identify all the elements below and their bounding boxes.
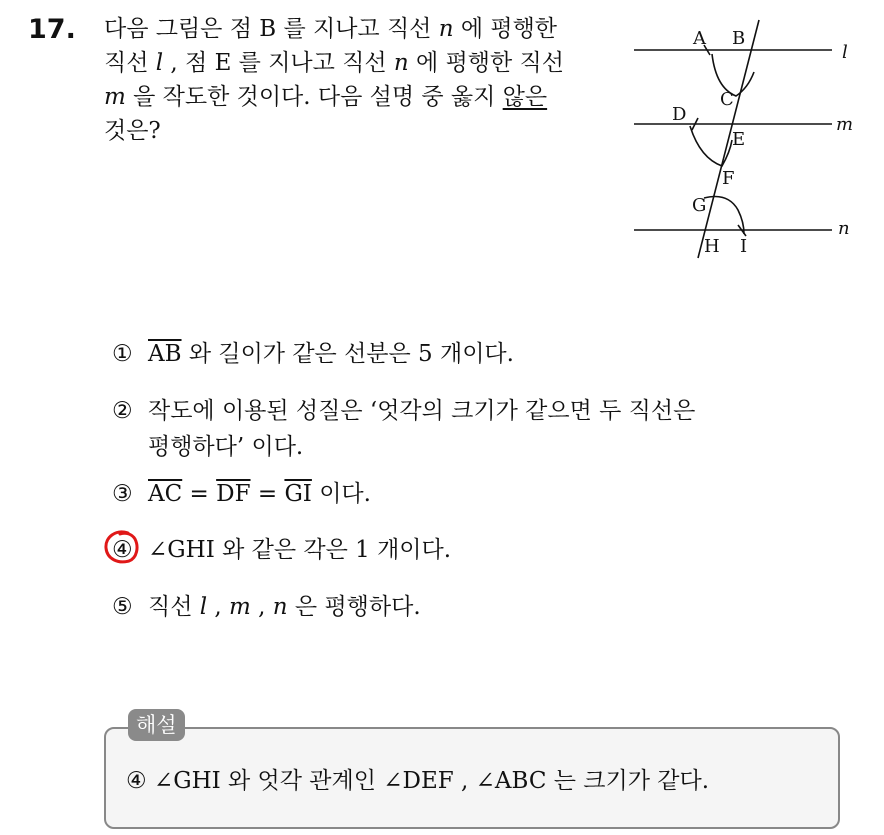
choice-3[interactable]: ③ $\overline{AC} = \overline{DF} = \overline{GI}$ 이다. [112, 481, 371, 507]
choice-2[interactable]: ② 작도에 이용된 성질은 ‘엇각의 크기가 같으면 두 직선은 평행하다’ 이다. [112, 398, 696, 460]
arc-def [690, 126, 732, 166]
underlined-word: 않은 [502, 84, 548, 110]
choice-5[interactable]: ⑤ 직선 l , m , n 은 평행하다. [112, 594, 421, 620]
solution-tag: 해설 [128, 709, 185, 741]
line-label-m: m [836, 114, 854, 135]
stem-line-3: m 을 작도한 것이다. 다음 설명 중 옳지 않은 [104, 84, 548, 110]
solution-text: ④ ∠GHI 와 엇각 관계인 ∠DEF , ∠ABC 는 크기가 같다. [126, 768, 710, 794]
stem-line-1: 다음 그림은 점 B 를 지나고 직선 n 에 평행한 [104, 16, 558, 42]
answer-circle-mark [102, 527, 142, 567]
line-label-n: n [838, 218, 850, 239]
arc-ghi [704, 197, 744, 235]
point-label-g: G [692, 195, 707, 216]
point-label-b: B [732, 28, 746, 49]
stem-line-2: 직선 l , 점 E 를 지나고 직선 n 에 평행한 직선 [104, 50, 564, 76]
choice-1[interactable]: ① $\overline{AB}$ 와 길이가 같은 선분은 5 개이다. [112, 341, 514, 367]
construction-figure [620, 20, 870, 270]
point-label-a: A [693, 28, 706, 49]
choice-4[interactable]: ④ ∠GHI 와 같은 각은 1 개이다. [112, 537, 452, 563]
question-stem [104, 12, 604, 148]
transversal [698, 20, 759, 258]
question-number: 17. [28, 14, 76, 45]
point-label-d: D [672, 104, 687, 125]
point-label-f: F [722, 168, 735, 189]
stem-line-4: 것은? [104, 118, 161, 144]
line-label-l: l [842, 42, 848, 63]
point-label-c: C [720, 89, 734, 110]
point-label-h: H [704, 236, 720, 257]
point-label-i: I [740, 236, 748, 257]
point-label-e: E [732, 129, 746, 150]
